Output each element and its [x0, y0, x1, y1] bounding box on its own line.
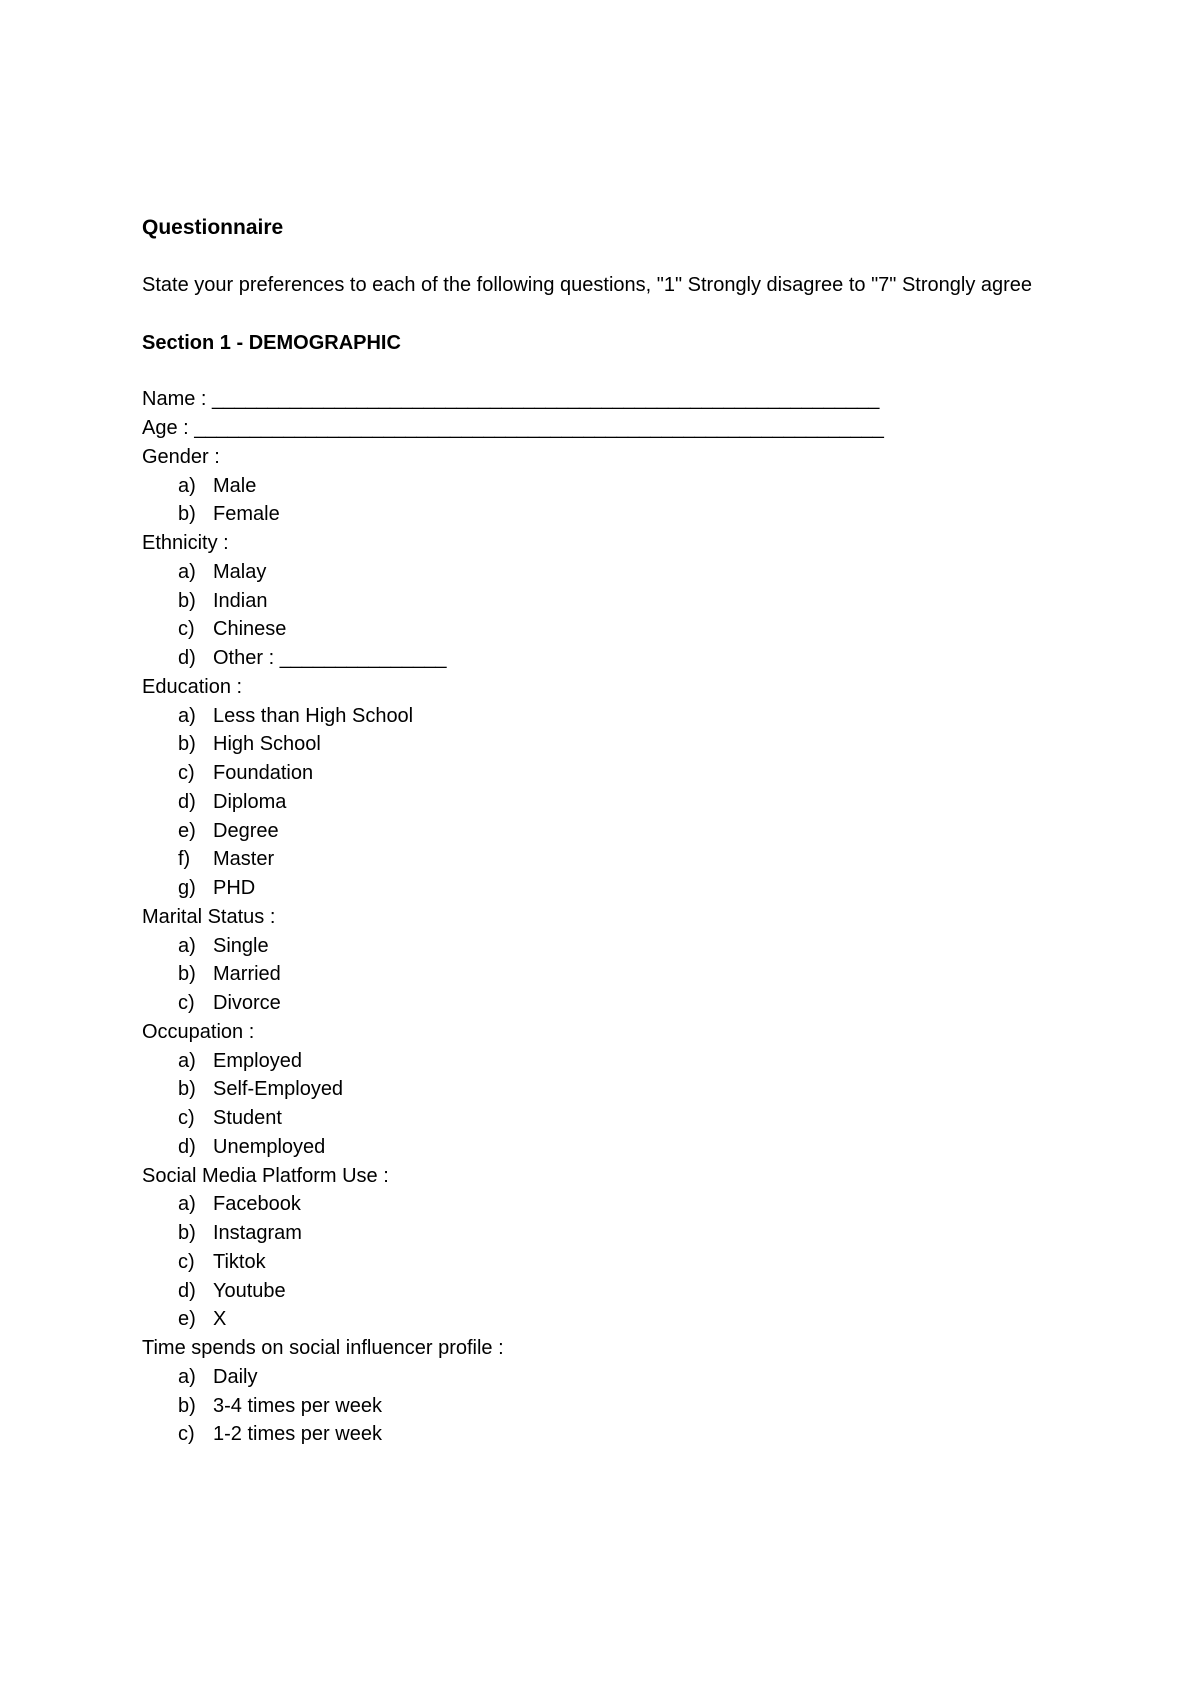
document-title: Questionnaire — [142, 216, 284, 239]
option-text: Other : _______________ — [213, 647, 447, 670]
option-marker: d) — [178, 790, 196, 813]
question-label: Social Media Platform Use : — [142, 1164, 389, 1187]
answer-option[interactable] — [142, 817, 1072, 846]
option-marker: e) — [178, 819, 196, 842]
answer-option[interactable] — [142, 845, 1072, 874]
option-text: Daily — [213, 1365, 258, 1388]
question-label: Occupation : — [142, 1020, 255, 1043]
answer-option[interactable] — [142, 1190, 1072, 1219]
option-marker: a) — [178, 704, 196, 727]
option-text: 1-2 times per week — [213, 1423, 382, 1446]
option-marker: a) — [178, 934, 196, 957]
option-marker: b) — [178, 589, 196, 612]
option-marker: b) — [178, 963, 196, 986]
question-block — [142, 1018, 1072, 1162]
answer-option[interactable] — [142, 472, 1072, 501]
option-marker: c) — [178, 1107, 195, 1130]
answer-option[interactable] — [142, 587, 1072, 616]
option-marker: c) — [178, 1423, 195, 1446]
answer-option[interactable] — [142, 1363, 1072, 1392]
answer-option[interactable] — [142, 1104, 1072, 1133]
answer-option[interactable] — [142, 1219, 1072, 1248]
answer-option[interactable] — [142, 615, 1072, 644]
option-marker: c) — [178, 618, 195, 641]
question-label: Time spends on social influencer profile : — [142, 1337, 504, 1360]
answer-option[interactable] — [142, 788, 1072, 817]
question-block — [142, 903, 1072, 1018]
answer-option[interactable] — [142, 1075, 1072, 1104]
option-list — [142, 702, 1072, 903]
question-block — [142, 673, 1072, 903]
option-marker: b) — [178, 503, 196, 526]
option-marker: a) — [178, 1049, 196, 1072]
answer-option[interactable] — [142, 730, 1072, 759]
option-marker: b) — [178, 1078, 196, 1101]
answer-option[interactable] — [142, 500, 1072, 529]
option-text: X — [213, 1308, 227, 1331]
option-text: Student — [213, 1107, 282, 1130]
answer-option[interactable] — [142, 702, 1072, 731]
answer-option[interactable] — [142, 1133, 1072, 1162]
option-marker: b) — [178, 733, 196, 756]
option-text: Divorce — [213, 992, 281, 1015]
question-list — [142, 443, 1072, 1449]
option-marker: d) — [178, 1135, 196, 1158]
question-label: Ethnicity : — [142, 532, 229, 555]
option-text: Female — [213, 503, 280, 526]
option-text: Employed — [213, 1049, 302, 1072]
option-list — [142, 472, 1072, 530]
option-marker: d) — [178, 1279, 196, 1302]
option-text: Tiktok — [213, 1250, 266, 1273]
option-text: PHD — [213, 877, 256, 900]
option-text: Male — [213, 474, 257, 497]
demographic-form — [142, 385, 1072, 1449]
question-label: Education : — [142, 675, 243, 698]
option-marker: a) — [178, 474, 196, 497]
option-text: Instagram — [213, 1222, 302, 1245]
option-marker: c) — [178, 992, 195, 1015]
option-marker: b) — [178, 1222, 196, 1245]
option-text: Self-Employed — [213, 1078, 344, 1101]
question-block — [142, 443, 1072, 529]
answer-option[interactable] — [142, 989, 1072, 1018]
option-text: High School — [213, 733, 321, 756]
question-label: Marital Status : — [142, 905, 276, 928]
option-list — [142, 1190, 1072, 1334]
option-list — [142, 558, 1072, 673]
option-text: Unemployed — [213, 1135, 326, 1158]
name-field[interactable]: Name : ____________________________________________________________ — [142, 388, 880, 411]
option-text: 3-4 times per week — [213, 1394, 382, 1417]
option-marker: a) — [178, 1365, 196, 1388]
option-text: Married — [213, 963, 281, 986]
instructions-paragraph: State your preferences to each of the following questions, "1" Strongly disagree to "7" Strongly agree — [142, 274, 1033, 296]
option-marker: c) — [178, 762, 195, 785]
option-text: Degree — [213, 819, 279, 842]
option-list — [142, 932, 1072, 1018]
option-list — [142, 1047, 1072, 1162]
section-heading: Section 1 - DEMOGRAPHIC — [142, 331, 401, 354]
option-text: Malay — [213, 560, 267, 583]
answer-option[interactable] — [142, 932, 1072, 961]
answer-option[interactable] — [142, 1420, 1072, 1449]
answer-option[interactable] — [142, 874, 1072, 903]
option-marker: d) — [178, 647, 196, 670]
option-text: Indian — [213, 589, 268, 612]
option-text: Less than High School — [213, 704, 414, 727]
answer-option[interactable] — [142, 759, 1072, 788]
question-block — [142, 529, 1072, 673]
document-page — [142, 212, 1072, 1449]
option-marker: g) — [178, 877, 196, 900]
question-block — [142, 1162, 1072, 1335]
option-text: Facebook — [213, 1193, 301, 1216]
answer-option[interactable] — [142, 1305, 1072, 1334]
option-text: Single — [213, 934, 269, 957]
option-list — [142, 1363, 1072, 1449]
answer-option[interactable] — [142, 644, 1072, 673]
question-label: Gender : — [142, 445, 220, 468]
answer-option[interactable] — [142, 558, 1072, 587]
option-text: Chinese — [213, 618, 287, 641]
option-text: Master — [213, 848, 275, 871]
option-marker: f) — [178, 848, 191, 871]
option-marker: e) — [178, 1308, 196, 1331]
answer-option[interactable] — [142, 1392, 1072, 1421]
answer-option[interactable] — [142, 960, 1072, 989]
age-field[interactable]: Age : ______________________________________________________________ — [142, 417, 884, 440]
option-text: Diploma — [213, 790, 287, 813]
question-block — [142, 1334, 1072, 1449]
answer-option[interactable] — [142, 1047, 1072, 1076]
option-marker: c) — [178, 1250, 195, 1273]
answer-option[interactable] — [142, 1277, 1072, 1306]
option-text: Foundation — [213, 762, 314, 785]
answer-option[interactable] — [142, 1248, 1072, 1277]
option-marker: a) — [178, 560, 196, 583]
option-text: Youtube — [213, 1279, 286, 1302]
option-marker: a) — [178, 1193, 196, 1216]
option-marker: b) — [178, 1394, 196, 1417]
